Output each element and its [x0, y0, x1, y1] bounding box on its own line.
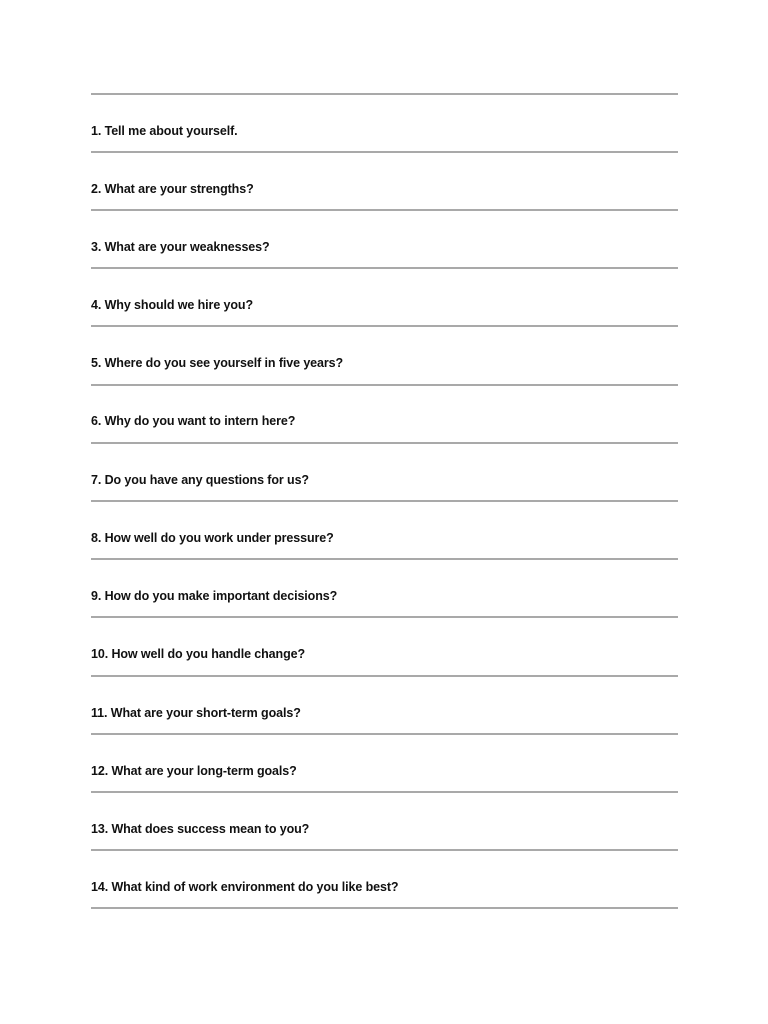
question-12: 12. What are your long-term goals?: [91, 764, 297, 778]
question-3: 3. What are your weaknesses?: [91, 240, 270, 254]
answer-line-5: [91, 384, 678, 386]
answer-line-12: [91, 791, 678, 793]
question-1: 1. Tell me about yourself.: [91, 124, 238, 138]
answer-line-2: [91, 209, 678, 211]
answer-line-13: [91, 849, 678, 851]
top-rule: [91, 93, 678, 95]
question-14: 14. What kind of work environment do you like best?: [91, 880, 399, 894]
answer-line-3: [91, 267, 678, 269]
question-7: 7. Do you have any questions for us?: [91, 473, 309, 487]
answer-line-10: [91, 675, 678, 677]
question-5: 5. Where do you see yourself in five years?: [91, 356, 344, 370]
question-8: 8. How well do you work under pressure?: [91, 531, 334, 545]
answer-line-14: [91, 907, 678, 909]
answer-line-6: [91, 442, 678, 444]
answer-line-11: [91, 733, 678, 735]
answer-line-9: [91, 616, 678, 618]
answer-line-7: [91, 500, 678, 502]
answer-line-8: [91, 558, 678, 560]
answer-line-4: [91, 325, 678, 327]
question-2: 2. What are your strengths?: [91, 182, 254, 196]
question-9: 9. How do you make important decisions?: [91, 589, 338, 603]
question-13: 13. What does success mean to you?: [91, 822, 310, 836]
question-11: 11. What are your short-term goals?: [91, 706, 301, 720]
answer-line-1: [91, 151, 678, 153]
question-4: 4. Why should we hire you?: [91, 298, 253, 312]
question-6: 6. Why do you want to intern here?: [91, 414, 296, 428]
question-10: 10. How well do you handle change?: [91, 647, 305, 661]
